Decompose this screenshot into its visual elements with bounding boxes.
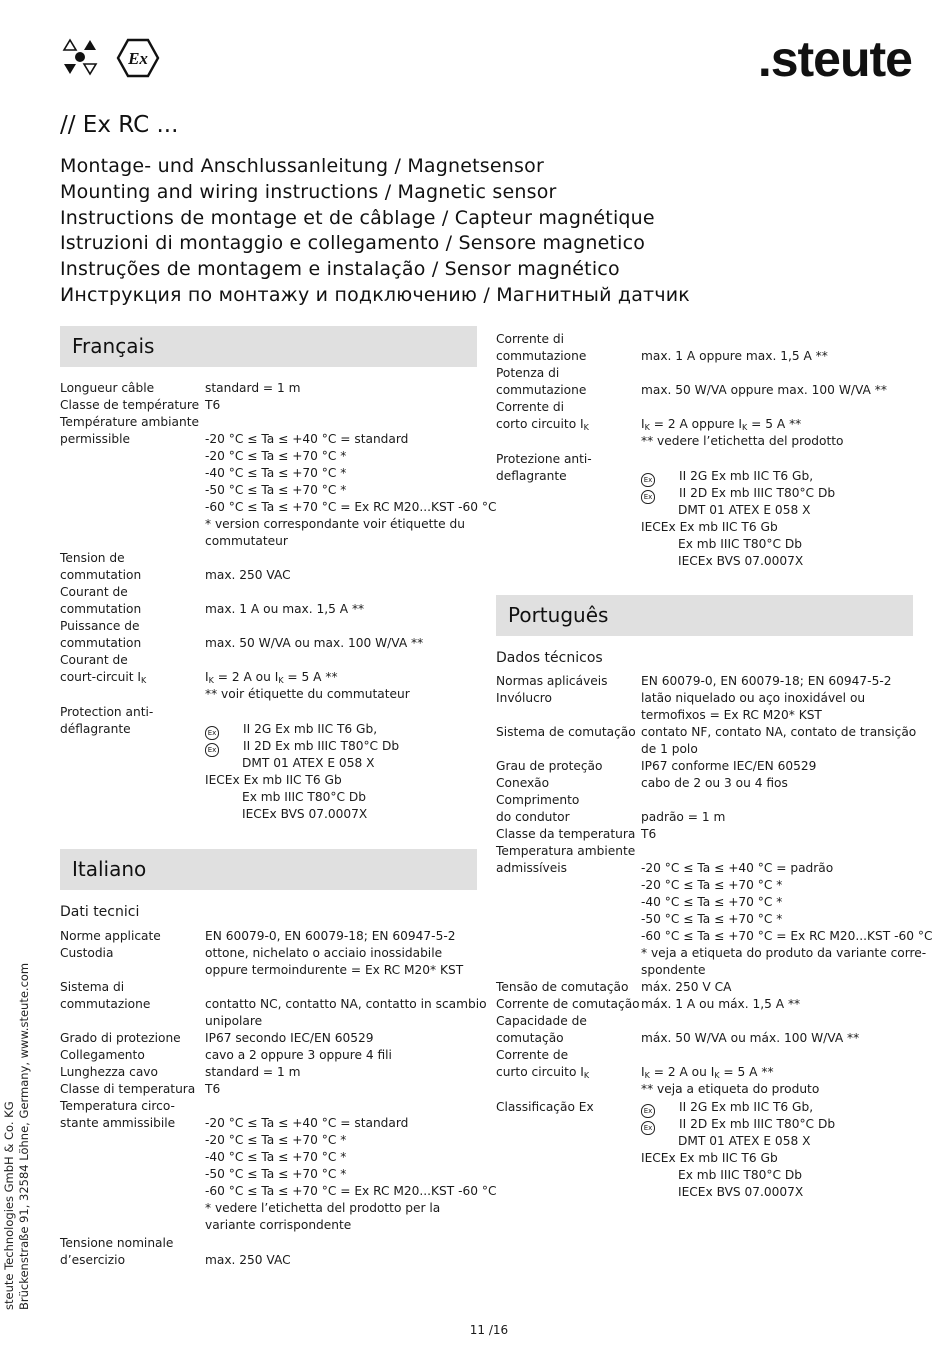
spec-note: commutateur	[205, 534, 288, 548]
spec-note: variante corrispondente	[205, 1218, 352, 1232]
ex-hexagon-icon: Ex	[205, 726, 219, 740]
iecex-marking: IECEx Ex mb IIC T6 Gb	[205, 773, 342, 787]
spec-value: latão niquelado ou aço inoxidável ou	[641, 691, 866, 705]
spec-value: de 1 polo	[641, 742, 698, 756]
spec-value: -40 °C ≤ Ta ≤ +70 °C *	[641, 895, 783, 909]
spec-value: EN 60079-0, EN 60079-18; EN 60947-5-2	[641, 674, 892, 688]
spec-value: máx. 250 V CA	[641, 980, 732, 994]
spec-value: máx. 50 W/VA ou máx. 100 W/VA **	[641, 1031, 860, 1045]
ex-certificate: DMT 01 ATEX E 058 X	[678, 503, 811, 517]
spec-value: standard = 1 m	[205, 381, 301, 395]
ex-marking: II 2G Ex mb IIC T6 Gb,	[679, 1100, 814, 1114]
spec-value: T6	[205, 398, 221, 412]
spec-label: Grau de proteção	[496, 759, 603, 773]
subtitle-ru: Инструкция по монтажу и подключению / Магнитный датчик	[60, 283, 690, 306]
spec-value: oppure termoindurente = Ex RC M20* KST	[205, 963, 464, 977]
spec-label: commutation	[60, 602, 142, 616]
value-part: = 5 A **	[747, 417, 802, 431]
spec-note: ** voir étiquette du commutateur	[205, 687, 410, 701]
iecex-marking: IECEx Ex mb IIC T6 Gb	[641, 1151, 778, 1165]
spec-note: * veja a etiqueta do produto da variante corre-	[641, 946, 927, 960]
spec-label: Tensão de comutação	[496, 980, 629, 994]
spec-label-text: court-circuit I	[60, 670, 141, 684]
value-part: I	[205, 670, 209, 684]
spec-note: * vedere l’etichetta del prodotto per la	[205, 1201, 441, 1215]
spec-value: -20 °C ≤ Ta ≤ +40 °C = padrão	[641, 861, 834, 875]
iecex-certificate: IECEx BVS 07.0007X	[678, 554, 804, 568]
spec-value: -60 °C ≤ Ta ≤ +70 °C = Ex RC M20...KST -60 °C	[205, 1184, 497, 1198]
ex-marking: II 2G Ex mb IIC T6 Gb,	[679, 469, 814, 483]
spec-label: commutazione	[60, 997, 151, 1011]
spec-value: contatto NC, contatto NA, contatto in scambio	[205, 997, 487, 1011]
section-heading-portugues: Português	[496, 595, 913, 636]
spec-value: -50 °C ≤ Ta ≤ +70 °C *	[641, 912, 783, 926]
value-part: I	[641, 417, 645, 431]
spec-note: * version correspondante voir étiquette du	[205, 517, 465, 531]
subtitle-fr: Instructions de montage et de câblage / Capteur magnétique	[60, 206, 655, 229]
value-part: = 5 A **	[719, 1065, 774, 1079]
spec-label: Tensione nominale	[60, 1236, 174, 1250]
spec-label: Sistema de comutação	[496, 725, 636, 739]
iecex-marking: IECEx Ex mb IIC T6 Gb	[641, 520, 778, 534]
spec-note: ** vedere l’etichetta del prodotto	[641, 434, 844, 448]
spec-value: IP67 conforme IEC/EN 60529	[641, 759, 817, 773]
subscript: K	[742, 423, 748, 432]
subscript: K	[208, 676, 214, 685]
side-imprint	[2, 963, 32, 1310]
spec-label: Corrente de comutação	[496, 997, 640, 1011]
value-part: = 5 A **	[283, 670, 338, 684]
subscript: K	[644, 423, 650, 432]
spec-value: -60 °C ≤ Ta ≤ +70 °C = Ex RC M20...KST -60 °C	[641, 929, 933, 943]
spec-label: Conexão	[496, 776, 550, 790]
subscript: K	[140, 676, 147, 685]
spec-label: Courant de	[60, 585, 128, 599]
spec-label: Custodia	[60, 946, 114, 960]
spec-label: Protection anti-	[60, 705, 154, 719]
spec-label: Temperatura ambiente	[496, 844, 636, 858]
spec-label-text: curto circuito I	[496, 1065, 584, 1079]
ex-hexagon-icon: Ex	[641, 490, 655, 504]
ex-marking: II 2D Ex mb IIIC T80°C Db	[243, 739, 400, 753]
spec-value: -20 °C ≤ Ta ≤ +70 °C *	[641, 878, 783, 892]
spec-label: admissíveis	[496, 861, 567, 875]
ex-atex-text: Ex	[128, 49, 148, 68]
value-part: I	[641, 1065, 645, 1079]
page-number: 11 /16	[469, 1323, 509, 1337]
spec-note: spondente	[641, 963, 706, 977]
iecex-marking: Ex mb IIIC T80°C Db	[678, 537, 802, 551]
spec-label: Longueur câble	[60, 381, 155, 395]
subtitle-de: Montage- und Anschlussanleitung / Magnetsensor	[60, 155, 544, 177]
iecex-marking: Ex mb IIIC T80°C Db	[242, 790, 366, 804]
spec-label	[60, 669, 205, 689]
spec-label-text: corto circuito I	[496, 417, 584, 431]
subtitle-en: Mounting and wiring instructions / Magnetic sensor	[60, 180, 557, 203]
value-part: = 2 A oppure I	[649, 417, 743, 431]
spec-value: ottone, nichelato o acciaio inossidabile	[205, 946, 443, 960]
spec-label: Temperatura circo-	[60, 1099, 175, 1113]
spec-label: stante ammissibile	[60, 1116, 176, 1130]
spec-value: EN 60079-0, EN 60079-18; EN 60947-5-2	[205, 929, 456, 943]
spec-label: Classe da temperatura	[496, 827, 636, 841]
iecex-marking: Ex mb IIIC T80°C Db	[678, 1168, 802, 1182]
iecex-certificate: IECEx BVS 07.0007X	[242, 807, 368, 821]
value-part: = 2 A ou I	[213, 670, 279, 684]
spec-value: max. 1 A oppure max. 1,5 A **	[641, 349, 828, 363]
spec-label: Puissance de	[60, 619, 140, 633]
value-part: = 2 A ou I	[649, 1065, 715, 1079]
subscript: K	[278, 676, 284, 685]
spec-label: commutazione	[496, 383, 587, 397]
spec-value: -40 °C ≤ Ta ≤ +70 °C *	[205, 466, 347, 480]
spec-value: máx. 1 A ou máx. 1,5 A **	[641, 997, 801, 1011]
spec-label	[496, 1064, 641, 1084]
iecex-certificate: IECEx BVS 07.0007X	[678, 1185, 804, 1199]
spec-label: Capacidade de	[496, 1014, 587, 1028]
spec-value: padrão = 1 m	[641, 810, 726, 824]
spec-label: Corrente de	[496, 1048, 569, 1062]
spec-value: -60 °C ≤ Ta ≤ +70 °C = Ex RC M20...KST -60 °C	[205, 500, 497, 514]
spec-label: Corrente di	[496, 400, 565, 414]
subheading: Dati tecnici	[60, 904, 140, 920]
spec-value: max. 50 W/VA oppure max. 100 W/VA **	[641, 383, 887, 397]
subscript: K	[583, 423, 589, 432]
spec-label: do condutor	[496, 810, 570, 824]
ex-certificate: DMT 01 ATEX E 058 X	[242, 756, 375, 770]
spec-value: standard = 1 m	[205, 1065, 301, 1079]
steute-logo: .steute	[757, 31, 912, 87]
spec-label: comutação	[496, 1031, 564, 1045]
spec-value: -20 °C ≤ Ta ≤ +70 °C *	[205, 449, 347, 463]
spec-value: cavo a 2 oppure 3 oppure 4 fili	[205, 1048, 392, 1062]
spec-value: cabo de 2 ou 3 ou 4 fios	[641, 776, 788, 790]
spec-value: T6	[205, 1082, 221, 1096]
spec-value: -20 °C ≤ Ta ≤ +70 °C *	[205, 1133, 347, 1147]
ex-marking: II 2D Ex mb IIIC T80°C Db	[679, 1117, 836, 1131]
spec-label: Grado di protezione	[60, 1031, 181, 1045]
spec-value: T6	[641, 827, 657, 841]
spec-value: -20 °C ≤ Ta ≤ +40 °C = standard	[205, 1116, 409, 1130]
spec-value: max. 50 W/VA ou max. 100 W/VA **	[205, 636, 424, 650]
spec-value: contato NF, contato NA, contato de transição	[641, 725, 917, 739]
spec-label: Protezione anti-	[496, 452, 592, 466]
page-title: // Ex RC ...	[60, 112, 179, 138]
spec-value: -50 °C ≤ Ta ≤ +70 °C *	[205, 483, 347, 497]
explosion-group-icon	[60, 38, 100, 76]
spec-label	[496, 416, 641, 436]
spec-label: Potenza di	[496, 366, 560, 380]
subtitle-it: Istruzioni di montaggio e collegamento / Sensore magnetico	[60, 232, 646, 255]
spec-label: Tension de	[60, 551, 125, 565]
ex-marking: II 2D Ex mb IIIC T80°C Db	[679, 486, 836, 500]
ex-certificate: DMT 01 ATEX E 058 X	[678, 1134, 811, 1148]
spec-label: Sistema di	[60, 980, 125, 994]
company-address: Brückenstraße 91, 32584 Löhne, Germany, www.steute.com	[17, 962, 31, 1310]
spec-label: permissible	[60, 432, 130, 446]
spec-label: Collegamento	[60, 1048, 145, 1062]
spec-label: Norme applicate	[60, 929, 161, 943]
ex-hexagon-icon: Ex	[205, 743, 219, 757]
spec-label: Invólucro	[496, 691, 552, 705]
subtitle-block	[60, 154, 690, 309]
spec-label: commutation	[60, 568, 142, 582]
spec-label: d’esercizio	[60, 1253, 126, 1267]
spec-label: Normas aplicáveis	[496, 674, 608, 688]
spec-value: -40 °C ≤ Ta ≤ +70 °C *	[205, 1150, 347, 1164]
spec-value: IP67 secondo IEC/EN 60529	[205, 1031, 374, 1045]
spec-value: -50 °C ≤ Ta ≤ +70 °C *	[205, 1167, 347, 1181]
spec-value: max. 250 VAC	[205, 1253, 291, 1267]
spec-label: Corrente di	[496, 332, 565, 346]
spec-label: Classe di temperatura	[60, 1082, 196, 1096]
company-name: steute Technologies GmbH & Co. KG	[2, 1101, 16, 1310]
spec-label: commutazione	[496, 349, 587, 363]
spec-label: Classe de température	[60, 398, 200, 412]
ex-hexagon-icon: Ex	[641, 1104, 655, 1118]
spec-label: déflagrante	[60, 722, 131, 736]
spec-value: unipolare	[205, 1014, 263, 1028]
subheading: Dados técnicos	[496, 650, 603, 666]
subscript: K	[583, 1071, 590, 1080]
ex-hexagon-icon: Ex	[641, 473, 655, 487]
spec-label: Courant de	[60, 653, 128, 667]
spec-value: max. 250 VAC	[205, 568, 291, 582]
section-heading-italiano: Italiano	[60, 849, 477, 890]
spec-label: Lunghezza cavo	[60, 1065, 158, 1079]
spec-label: deflagrante	[496, 469, 567, 483]
section-heading-francais: Français	[60, 326, 477, 367]
spec-value: -20 °C ≤ Ta ≤ +40 °C = standard	[205, 432, 409, 446]
spec-value: max. 1 A ou max. 1,5 A **	[205, 602, 365, 616]
spec-label: commutation	[60, 636, 142, 650]
subscript: K	[714, 1071, 720, 1080]
subtitle-pt: Instruções de montagem e instalação / Sensor magnético	[60, 258, 620, 281]
ex-marking: II 2G Ex mb IIC T6 Gb,	[243, 722, 378, 736]
ex-atex-icon	[116, 38, 160, 78]
ex-hexagon-icon: Ex	[641, 1121, 655, 1135]
subscript: K	[644, 1071, 650, 1080]
spec-label: Température ambiante	[60, 415, 200, 429]
spec-note: ** veja a etiqueta do produto	[641, 1082, 820, 1096]
spec-label: Classificação Ex	[496, 1100, 594, 1114]
spec-label: Comprimento	[496, 793, 580, 807]
spec-value: termofixos = Ex RC M20* KST	[641, 708, 822, 722]
